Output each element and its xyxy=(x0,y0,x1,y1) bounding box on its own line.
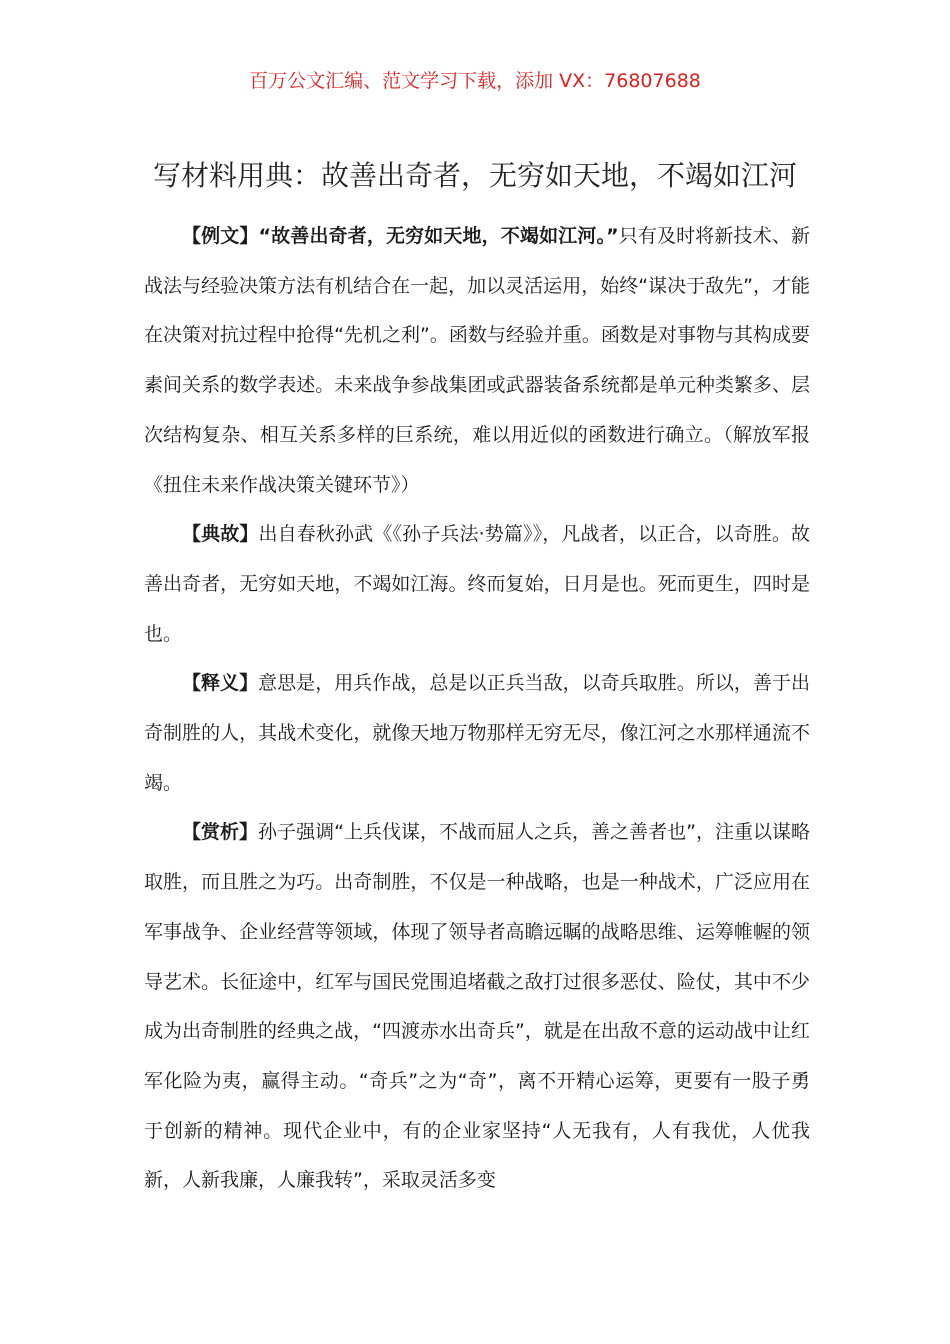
watermark-header: 百万公文汇编、范文学习下载，添加 VX：76807688 xyxy=(249,70,701,92)
example-quote: “故善出奇者，无穷如天地，不竭如江河。” xyxy=(258,225,619,247)
example-paragraph xyxy=(144,212,810,510)
analysis-label: 【赏析】 xyxy=(182,821,259,844)
meaning-text: 意思是，用兵作战，总是以正兵当敌，以奇兵取胜。所以，善于出奇制胜的人，其战术变化，就像天地万物那样无穷无尽，像江河之水那样通流不竭。 xyxy=(144,672,810,794)
example-label: 【例文】 xyxy=(182,225,259,247)
meaning-paragraph xyxy=(144,659,810,808)
example-text: 只有及时将新技术、新战法与经验决策方法有机结合在一起，加以灵活运用，始终“谋决于敌先”，才能在决策对抗过程中抢得“先机之利”。函数与经验并重。函数是对事物与其构成要素间关系的数学表述。未来战争参战集团或武器装备系统都是单元种类繁多、层次结构复杂、相互关系多样的巨系统，难以用近似的函数进行确立。（解放军报《扭住未来作战决策关键环节》） xyxy=(144,225,810,496)
allusion-label: 【典故】 xyxy=(182,523,259,546)
analysis-paragraph xyxy=(144,808,810,1206)
meaning-label: 【释义】 xyxy=(182,672,259,695)
document-title: 写材料用典：故善出奇者，无穷如天地，不竭如江河 xyxy=(152,159,797,192)
document-body xyxy=(144,212,810,1206)
allusion-text: 出自春秋孙武《《孙子兵法·势篇》》，凡战者，以正合，以奇胜。故善出奇者，无穷如天地，不竭如江海。终而复始，日月是也。死而更生，四时是也。 xyxy=(144,523,810,645)
analysis-text: 孙子强调“上兵伐谋，不战而屈人之兵，善之善者也”，注重以谋略取胜，而且胜之为巧。出奇制胜，不仅是一种战略，也是一种战术，广泛应用在军事战争、企业经营等领域，体现了领导者高瞻远瞩的战略思维、运筹帷幄的领导艺术。长征途中，红军与国民党围追堵截之敌打过很多恶仗、险仗，其中不少成为出奇制胜的经典之战，“四渡赤水出奇兵”，就是在出敌不意的运动战中让红军化险为夷，赢得主动。“奇兵”之为“奇”，离不开精心运筹，更要有一股子勇于创新的精神。现代企业中，有的企业家坚持“人无我有，人有我优，人优我新，人新我廉，人廉我转”，采取灵活多变 xyxy=(144,821,810,1192)
allusion-paragraph xyxy=(144,510,810,659)
